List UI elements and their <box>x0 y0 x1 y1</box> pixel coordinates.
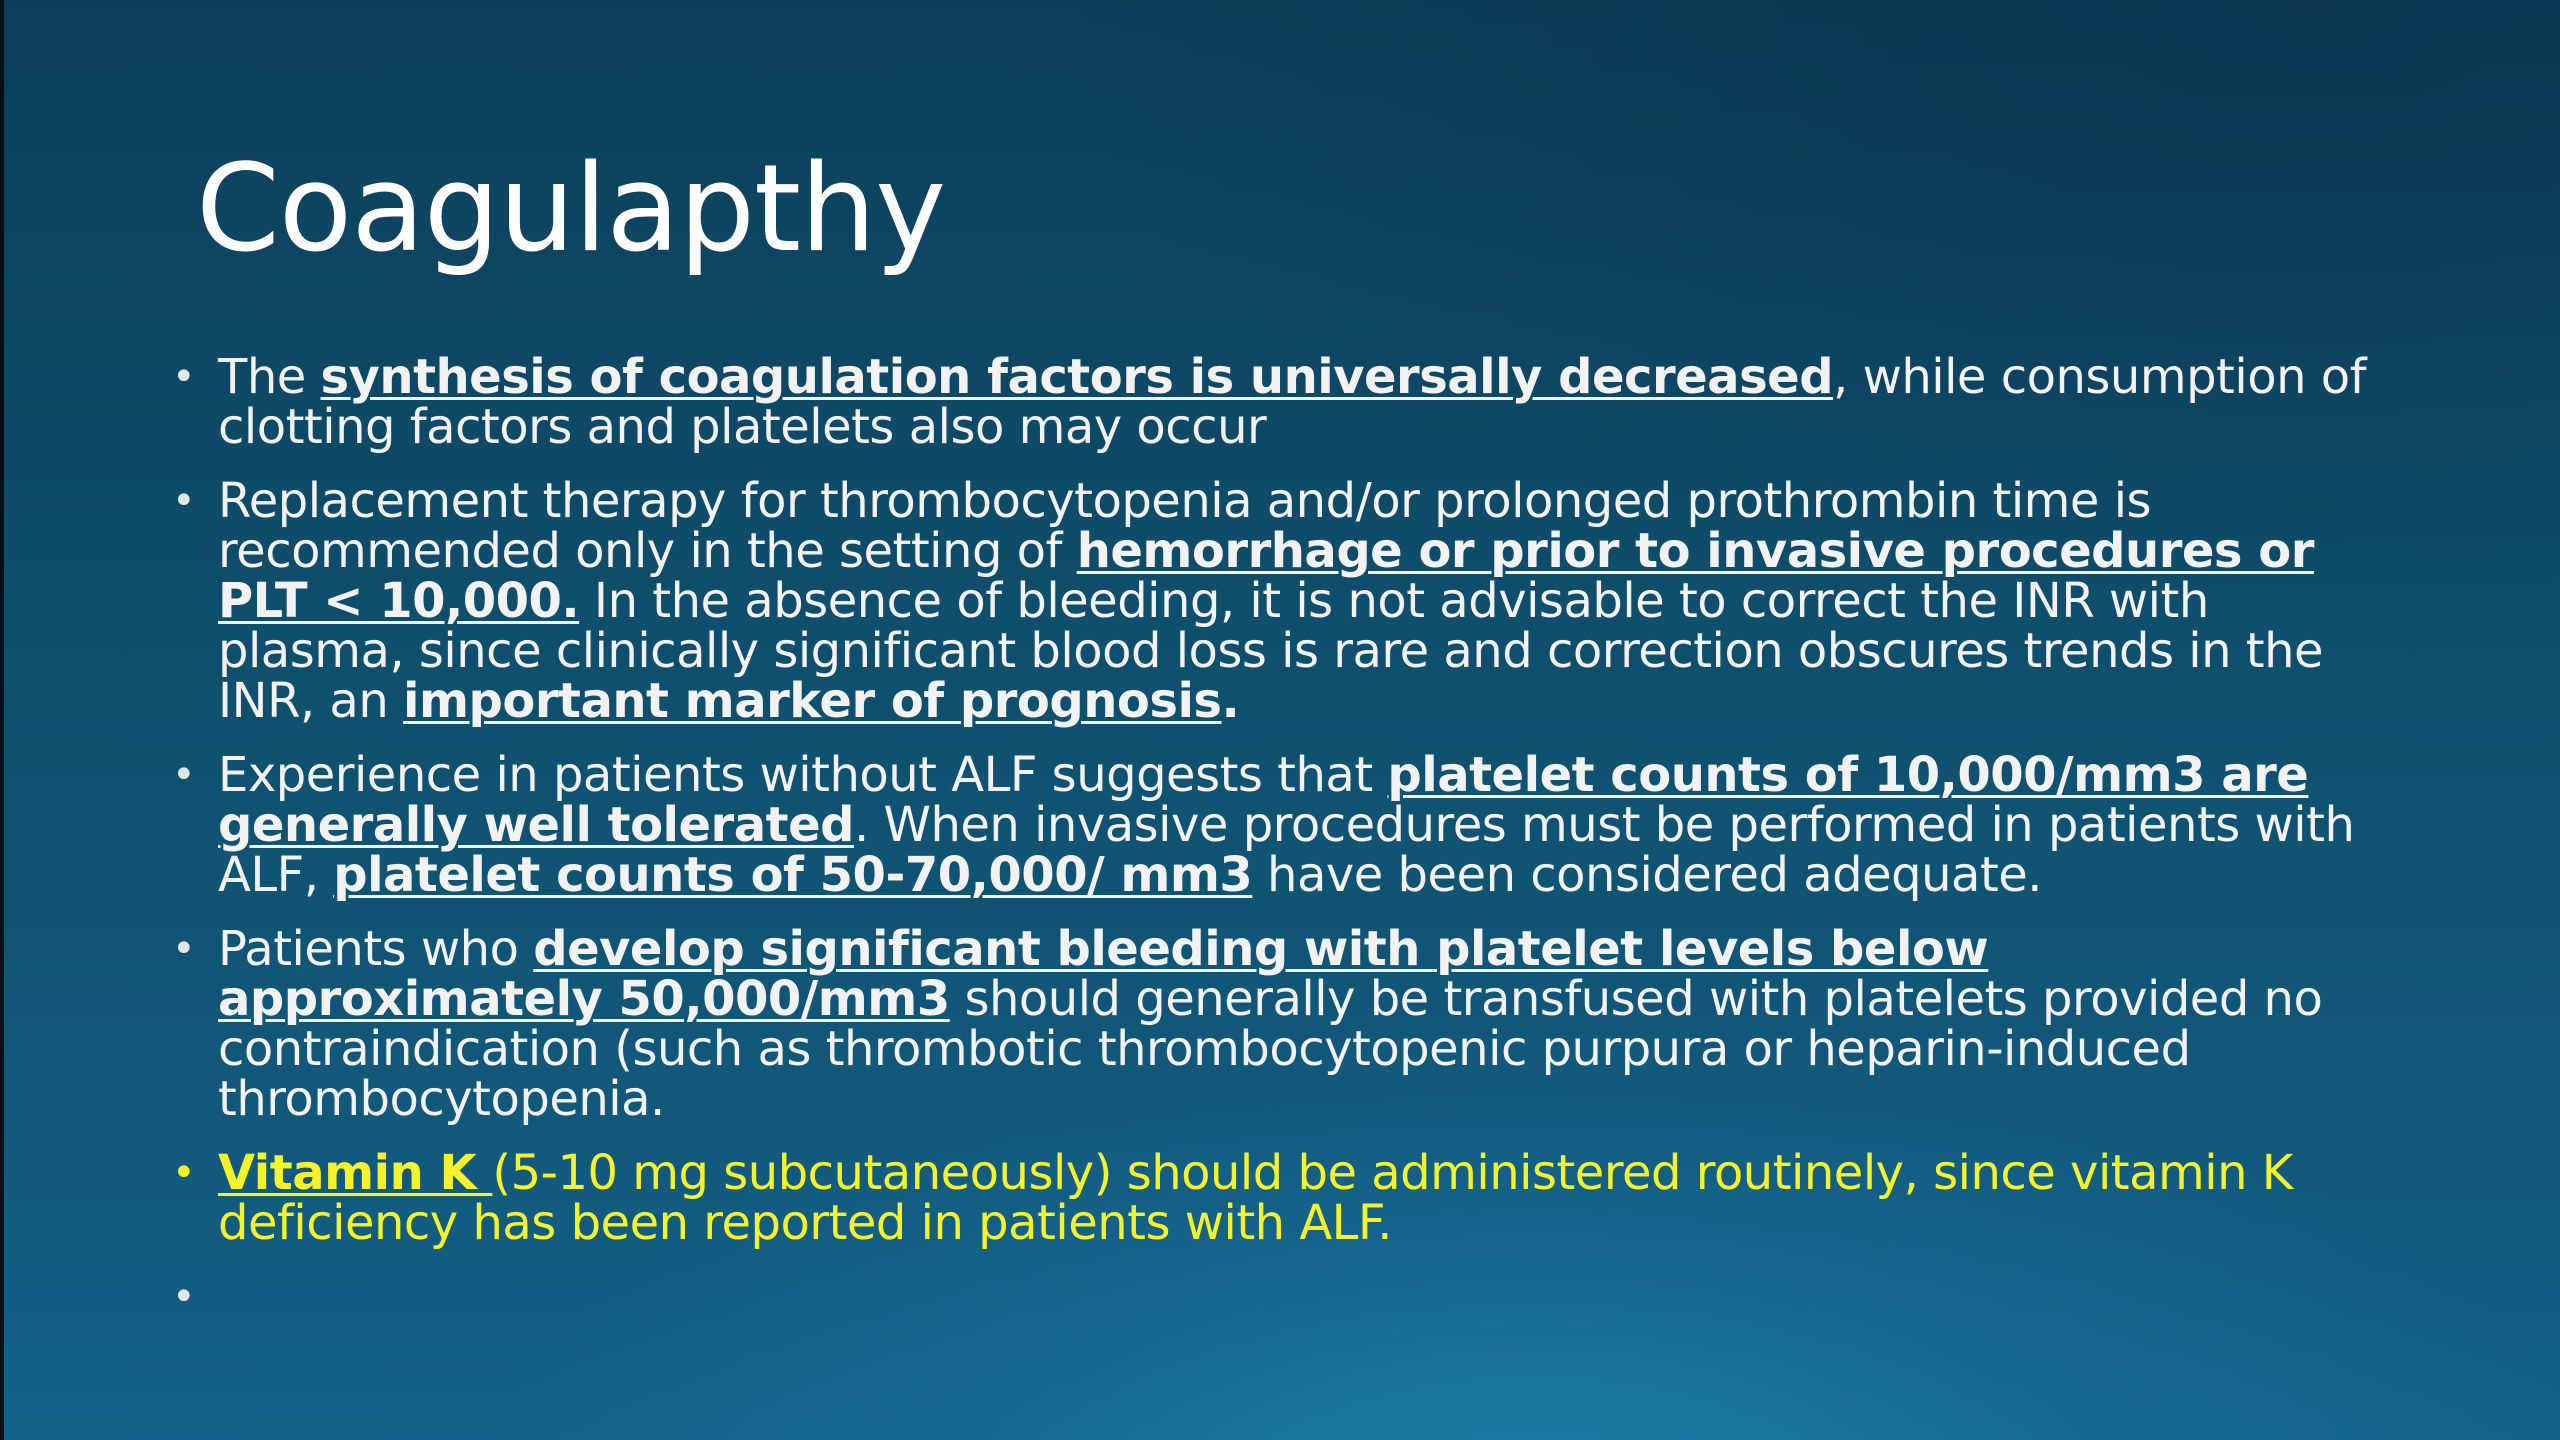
bullet-list <box>170 349 2380 1346</box>
bullet-text: Experience in patients without ALF suggests that <box>218 747 1388 803</box>
bullet-emphasis: Vitamin K <box>218 1145 493 1201</box>
bullet-dot-icon: • <box>172 1150 196 1196</box>
bullet-text: (5-10 mg subcutaneously) should be administered routinely, since vitamin K deficiency has been reported in patients with ALF. <box>218 1145 2293 1251</box>
bullet-dot-icon: • <box>172 1274 196 1320</box>
bullet-emphasis: important marker of prognosis <box>403 673 1222 729</box>
bullet-item-empty <box>170 1272 2380 1322</box>
bullet-dot-icon: • <box>172 752 196 798</box>
bullet-text: The <box>218 349 321 405</box>
bullet-emphasis: platelet counts of 10,000/mm3 are generally well tolerated <box>218 747 2309 853</box>
bullet-emphasis: hemorrhage or prior to invasive procedures or PLT < 10,000. <box>218 523 2314 629</box>
bullet-emphasis: platelet counts of 50-70,000/ mm3 <box>333 847 1253 903</box>
bullet-item <box>170 921 2380 1127</box>
bullet-text: , while consumption of clotting factors and platelets also may occur <box>218 349 2367 455</box>
bullet-text: . When invasive procedures must be performed in patients with ALF, <box>218 797 2355 903</box>
bullet-item <box>170 747 2380 903</box>
bullet-text: have been considered adequate. <box>1252 847 2043 903</box>
bullet-text: . <box>1221 673 1240 729</box>
bullet-emphasis: synthesis of coagulation factors is universally decreased <box>320 349 1834 405</box>
bullet-item-highlighted <box>170 1145 2380 1251</box>
bullet-dot-icon: • <box>172 926 196 972</box>
bullet-item <box>170 473 2380 729</box>
bullet-item <box>170 349 2380 455</box>
bullet-dot-icon: • <box>172 478 196 524</box>
bullet-text: Replacement therapy for thrombocytopenia and/or prolonged prothrombin time is recommended only in the setting of <box>218 473 2152 579</box>
bullet-text: should generally be transfused with platelets provided no contraindication (such as thrombotic thrombocytopenic purpura or heparin-induced thrombocytopenia. <box>218 971 2323 1127</box>
bullet-dot-icon: • <box>172 354 196 400</box>
bullet-emphasis: develop significant bleeding with platelet levels below approximately 50,000/mm3 <box>218 921 1989 1027</box>
bullet-text: In the absence of bleeding, it is not advisable to correct the INR with plasma, since clinically significant blood loss is rare and correction obscures trends in the INR, an <box>218 573 2324 729</box>
slide-title: Coagulapthy <box>196 140 946 279</box>
window-edge <box>0 0 4 1440</box>
bullet-text: Patients who <box>218 921 534 977</box>
